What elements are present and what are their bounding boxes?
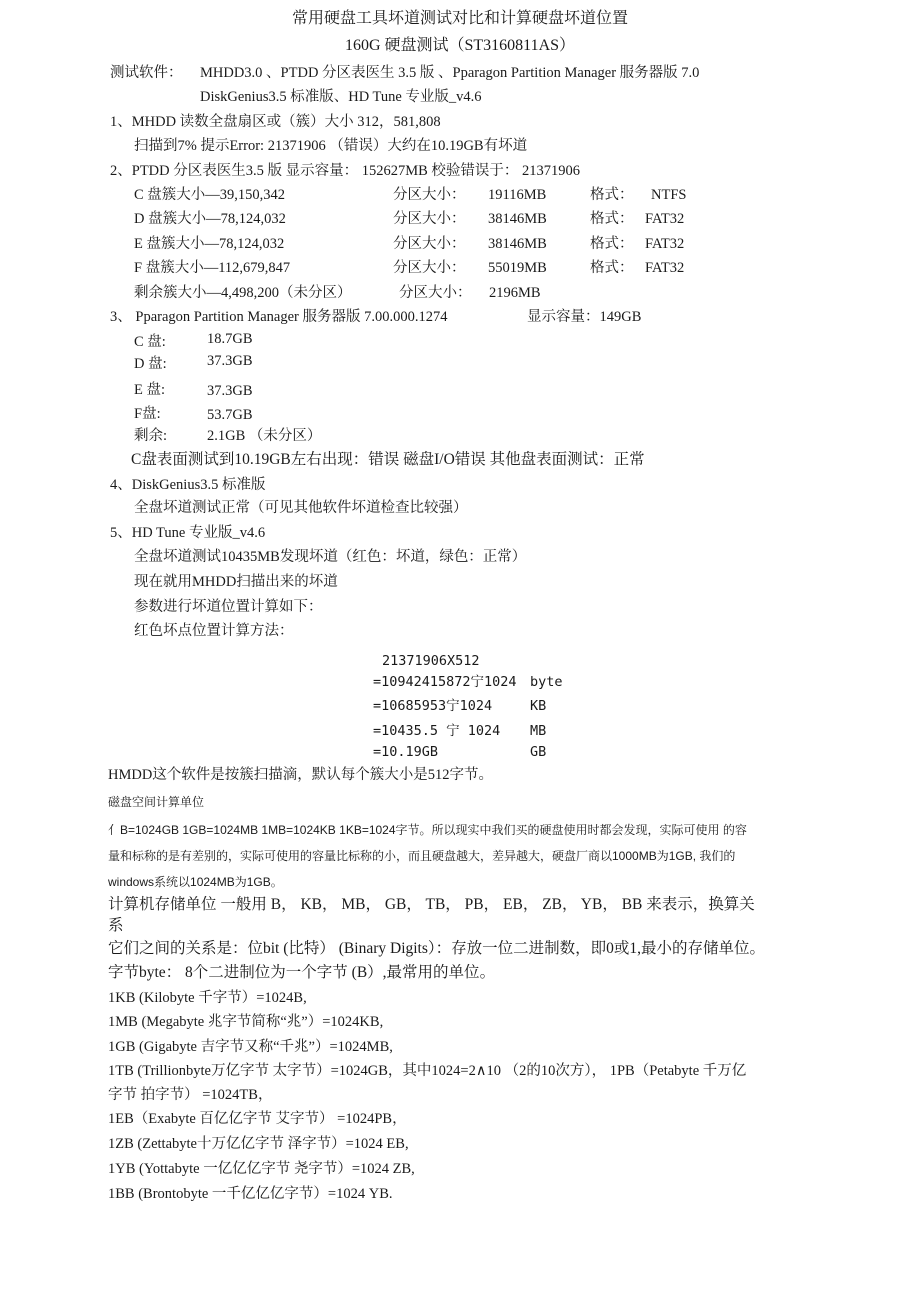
partition-row-d-name: D 盘簇大小—78,124,032 [134,211,286,227]
section-3-capacity: 显示容量：149GB [527,309,642,325]
drive-c-size: 18.7GB [207,331,253,347]
storage-eb: 1EB（Exabyte 百亿亿字节 艾字节） =1024PB， [108,1111,407,1127]
section-4-heading: 4、DiskGenius3.5 标准版 [110,477,266,493]
section-2-heading: 2、PTDD 分区表医生3.5 版 显示容量： 152627MB 校验错误于： 21371906 [110,163,581,179]
calc-row-1-unit: byte [530,674,563,690]
drive-d-name: D 盘: [134,356,167,372]
drive-c-name: C 盘: [134,334,166,350]
software-label: 测试软件： [110,65,183,81]
calc-row-4-unit: GB [530,744,547,760]
software-line-2: DiskGenius3.5 标准版、HD Tune 专业版_v4.6 [200,89,482,105]
partition-row-e-fmt-label: 格式： [590,236,634,252]
drive-d-size: 37.3GB [207,353,253,369]
drive-remaining-size: 2.1GB （未分区） [207,428,322,444]
partition-row-c-size: 19116MB [488,187,547,203]
partition-row-c-name: C 盘簇大小—39,150,342 [134,187,286,203]
storage-tb-cont: 字节 拍字节） =1024TB， [108,1087,273,1103]
partition-row-c-fmt: NTFS [651,187,687,203]
partition-row-d-fmt-label: 格式： [590,211,634,227]
partition-row-e-name: E 盘簇大小—78,124,032 [134,236,285,252]
storage-relation: 它们之间的关系是：位bit (比特） (Binary Digits）：存放一位二进制数，即0或1,最小的存储单位。 [108,940,766,957]
drive-e-size: 37.3GB [207,383,253,399]
units-para-line-2: 量和标称的是有差别的，实际可使用的容量比标称的小，而且硬盘越大，差异越大，硬盘厂商以1000MB为1GB, 我们的 [108,849,736,863]
storage-zb: 1ZB (Zettabyte十万亿亿字节 泽字节）=1024 EB, [108,1136,409,1152]
calc-row-3-unit: MB [530,723,547,739]
drive-f-name: F盘: [134,406,161,422]
partition-remaining-name: 剩余簇大小—4,498,200（未分区） [134,285,352,301]
software-line-1: MHDD3.0 、PTDD 分区表医生 3.5 版 、Pparagon Partition Manager 服务器版 7.0 [200,65,700,81]
calc-row-4-expr: =10.19GB [373,744,439,760]
storage-bb: 1BB (Brontobyte 一千亿亿亿字节）=1024 YB. [108,1186,393,1202]
drive-e-name: E 盘: [134,382,166,398]
storage-intro-cont: 系 [108,917,124,934]
section-5-heading: 5、HD Tune 专业版_v4.6 [110,525,266,541]
partition-row-c-label: 分区大小： [393,187,466,203]
section-5-line-3: 参数进行坏道位置计算如下： [134,599,323,615]
storage-byte: 字节byte： 8个二进制位为一个字节 (B）,最常用的单位。 [108,964,496,981]
calc-row-3-expr: =10435.5 宁 1024 [373,723,501,739]
page-title: 常用硬盘工具坏道测试对比和计算硬盘坏道位置 [291,10,628,27]
calc-row-2-unit: KB [530,698,547,714]
section-5-line-4: 红色坏点位置计算方法： [134,623,294,639]
drive-remaining-name: 剩余: [134,428,168,444]
storage-intro: 计算机存储单位 一般用 B， KB， MB， GB， TB， PB， EB， ZB， YB， BB 来表示，换算关 [108,896,755,913]
partition-row-f-fmt-label: 格式： [590,260,634,276]
surface-test-result: C盘表面测试到10.19GB左右出现：错误 磁盘I/O错误 其他盘表面测试：正常 [131,451,645,468]
section-1-heading: 1、MHDD 读数全盘扇区或（簇）大小 312，581,808 [110,114,441,130]
calc-row-1-expr: =10942415872宁1024 [373,674,517,690]
calc-line-1: 21371906X512 [382,653,480,669]
drive-f-size: 53.7GB [207,407,253,423]
partition-remaining-size: 2196MB [489,285,541,301]
partition-row-e-fmt: FAT32 [645,236,685,252]
storage-gb: 1GB (Gigabyte 吉字节又称“千兆”）=1024MB, [108,1039,393,1055]
storage-kb: 1KB (Kilobyte 千字节）=1024B, [108,990,307,1006]
units-para-line-1: 亻B=1024GB 1GB=1024MB 1MB=1024KB 1KB=1024字节。所以现实中我们买的硬盘使用时都会发现，实际可使用 的容 [108,823,747,837]
partition-row-f-label: 分区大小： [393,260,466,276]
calc-row-2-expr: =10685953宁1024 [373,698,493,714]
units-title: 磁盘空间计算单位 [108,795,205,809]
storage-tb: 1TB (Trillionbyte万亿字节 太字节）=1024GB，其中1024=2∧10 （2的10次方）， 1PB（Petabyte 千万亿 [108,1063,747,1079]
section-4-detail: 全盘坏道测试正常（可见其他软件坏道检查比较强） [134,500,468,516]
page-subtitle: 160G 硬盘测试（ST3160811AS） [344,37,576,54]
section-3-heading: 3、 Pparagon Partition Manager 服务器版 7.00.000.1274 [110,309,448,325]
section-5-line-2: 现在就用MHDD扫描出来的坏道 [134,574,338,590]
section-5-line-1: 全盘坏道测试10435MB发现坏道（红色：坏道，绿色：正常） [134,549,527,565]
partition-row-e-size: 38146MB [488,236,547,252]
cluster-note: HMDD这个软件是按簇扫描滴，默认每个簇大小是512字节。 [108,767,494,783]
partition-row-d-fmt: FAT32 [645,211,685,227]
storage-yb: 1YB (Yottabyte 一亿亿亿字节 尧字节）=1024 ZB, [108,1161,415,1177]
partition-row-f-name: F 盘簇大小—112,679,847 [134,260,291,276]
partition-row-e-label: 分区大小： [393,236,466,252]
partition-row-f-fmt: FAT32 [645,260,685,276]
partition-row-c-fmt-label: 格式： [590,187,634,203]
partition-remaining-label: 分区大小： [399,285,472,301]
storage-mb: 1MB (Megabyte 兆字节简称“兆”）=1024KB, [108,1014,384,1030]
units-para-line-3: windows系统以1024MB为1GB。 [108,875,283,889]
section-1-detail: 扫描到7% 提示Error: 21371906 （错误）大约在10.19GB有坏道 [134,138,528,154]
partition-row-d-label: 分区大小： [393,211,466,227]
partition-row-f-size: 55019MB [488,260,547,276]
partition-row-d-size: 38146MB [488,211,547,227]
